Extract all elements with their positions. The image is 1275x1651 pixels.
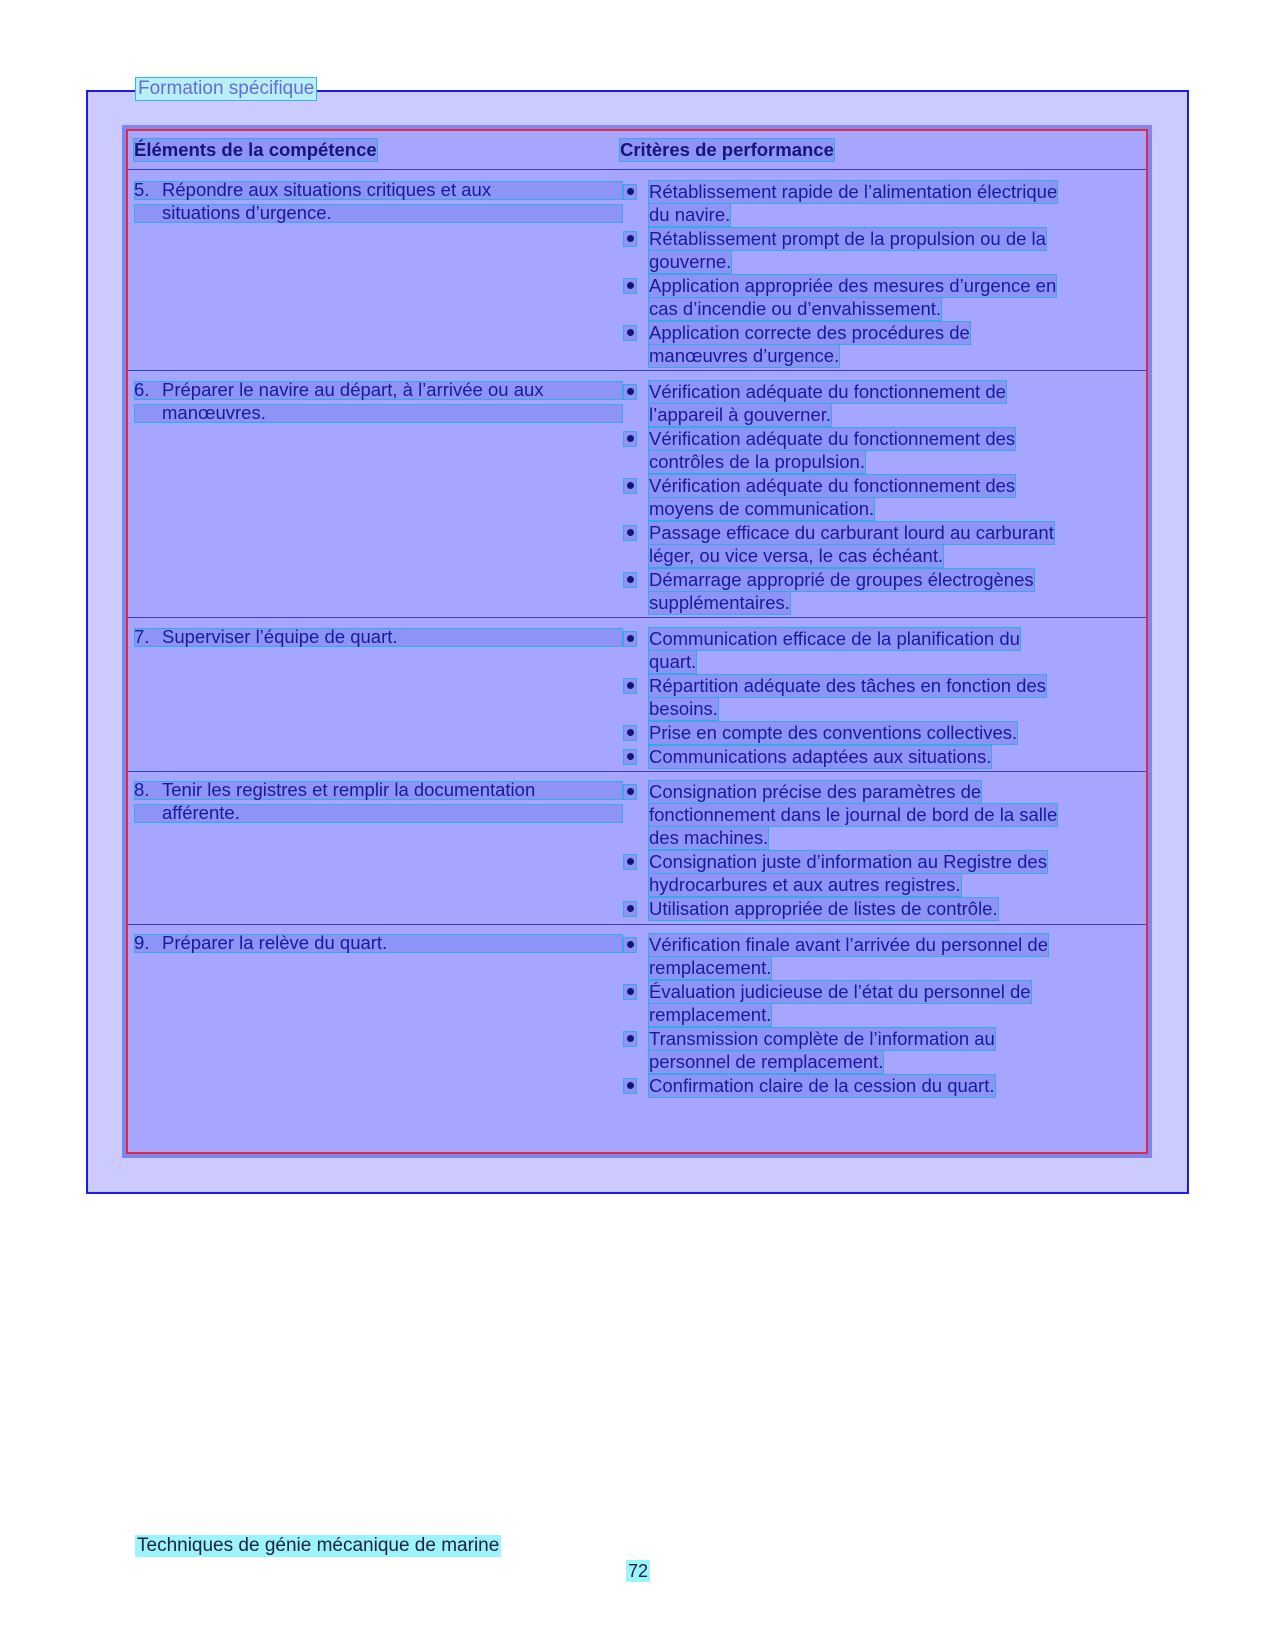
element-text: Préparer le navire au départ, à l’arrivée ou aux [162, 379, 544, 400]
criterion-text: Communications adaptées aux situations. [649, 746, 992, 767]
criterion-text: Utilisation appropriée de listes de contrôle. [649, 898, 998, 919]
criterion-text: moyens de communication. [649, 498, 875, 519]
column-header-criteria: Critères de performance [620, 139, 834, 160]
row-divider [128, 370, 1146, 371]
criterion-text: Confirmation claire de la cession du quart. [649, 1075, 995, 1096]
criterion-text: Vérification adéquate du fonctionnement des [649, 475, 1016, 496]
bullet-icon [623, 1078, 637, 1094]
element-text: Répondre aux situations critiques et aux [162, 179, 492, 200]
bullet-icon [623, 725, 637, 741]
section-header: Formation spécifique [135, 77, 317, 101]
bullet-icon [623, 431, 637, 447]
row-divider [128, 169, 1146, 170]
row-divider [128, 771, 1146, 772]
criterion-text: remplacement. [649, 957, 772, 978]
competence-table [122, 125, 1152, 1158]
criterion-text: remplacement. [649, 1004, 772, 1025]
criterion-text: Rétablissement prompt de la propulsion ou de la [649, 228, 1046, 249]
element-text: Superviser l’équipe de quart. [162, 626, 398, 647]
row-divider [128, 924, 1146, 925]
criterion-text: fonctionnement dans le journal de bord de la salle [649, 804, 1058, 825]
bullet-icon [623, 1031, 637, 1047]
criterion-text: gouverne. [649, 251, 732, 272]
bullet-icon [623, 937, 637, 953]
bullet-icon [623, 278, 637, 294]
criterion-text: Vérification finale avant l’arrivée du personnel de [649, 934, 1049, 955]
criterion-text: Transmission complète de l’information au [649, 1028, 995, 1049]
element-number: 7. [134, 626, 150, 647]
criterion-text: supplémentaires. [649, 592, 790, 613]
element-text: Tenir les registres et remplir la documentation [162, 779, 536, 800]
element-number: 5. [134, 179, 150, 200]
footer-title: Techniques de génie mécanique de marine [137, 1535, 500, 1556]
element-number: 9. [134, 932, 150, 953]
criterion-text: manœuvres d’urgence. [649, 345, 840, 366]
bullet-icon [623, 854, 637, 870]
element-number: 8. [134, 779, 150, 800]
criterion-text: quart. [649, 651, 697, 672]
page-number: 72 [628, 1561, 649, 1581]
element-text: situations d’urgence. [162, 202, 332, 223]
bullet-icon [623, 572, 637, 588]
bullet-icon [623, 784, 637, 800]
criterion-text: Rétablissement rapide de l’alimentation électrique [649, 181, 1058, 202]
criterion-text: personnel de remplacement. [649, 1051, 884, 1072]
bullet-icon [623, 749, 637, 765]
criterion-text: l’appareil à gouverner. [649, 404, 832, 425]
criterion-text: hydrocarbures et aux autres registres. [649, 874, 961, 895]
criterion-text: Vérification adéquate du fonctionnement de [649, 381, 1006, 402]
element-text: Préparer la relève du quart. [162, 932, 388, 953]
criterion-text: contrôles de la propulsion. [649, 451, 865, 472]
bullet-icon [623, 678, 637, 694]
criterion-text: Évaluation judicieuse de l’état du personnel de [649, 981, 1031, 1002]
bullet-icon [623, 325, 637, 341]
criterion-text: Consignation juste d’information au Registre des [649, 851, 1047, 872]
criterion-text: Passage efficace du carburant lourd au carburant [649, 522, 1054, 543]
bullet-icon [623, 525, 637, 541]
criterion-text: Démarrage approprié de groupes électrogènes [649, 569, 1034, 590]
element-number: 6. [134, 379, 150, 400]
bullet-icon [623, 231, 637, 247]
criterion-text: besoins. [649, 698, 718, 719]
criterion-text: Application appropriée des mesures d’urgence en [649, 275, 1057, 296]
bullet-icon [623, 984, 637, 1000]
criterion-text: léger, ou vice versa, le cas échéant. [649, 545, 944, 566]
bullet-icon [623, 631, 637, 647]
criterion-text: Communication efficace de la planification du [649, 628, 1020, 649]
element-text: manœuvres. [162, 402, 266, 423]
criterion-text: Prise en compte des conventions collectives. [649, 722, 1018, 743]
criterion-text: Répartition adéquate des tâches en fonction des [649, 675, 1047, 696]
bullet-icon [623, 384, 637, 400]
bullet-icon [623, 478, 637, 494]
criterion-text: Vérification adéquate du fonctionnement des [649, 428, 1016, 449]
criterion-text: cas d’incendie ou d’envahissement. [649, 298, 942, 319]
row-divider [128, 617, 1146, 618]
criterion-text: des machines. [649, 827, 769, 848]
criterion-text: Application correcte des procédures de [649, 322, 970, 343]
criterion-text: du navire. [649, 204, 731, 225]
bullet-icon [623, 184, 637, 200]
column-header-elements: Éléments de la compétence [134, 139, 377, 160]
element-text: afférente. [162, 802, 240, 823]
competence-table-body [126, 129, 1148, 1154]
criterion-text: Consignation précise des paramètres de [649, 781, 982, 802]
bullet-icon [623, 901, 637, 917]
